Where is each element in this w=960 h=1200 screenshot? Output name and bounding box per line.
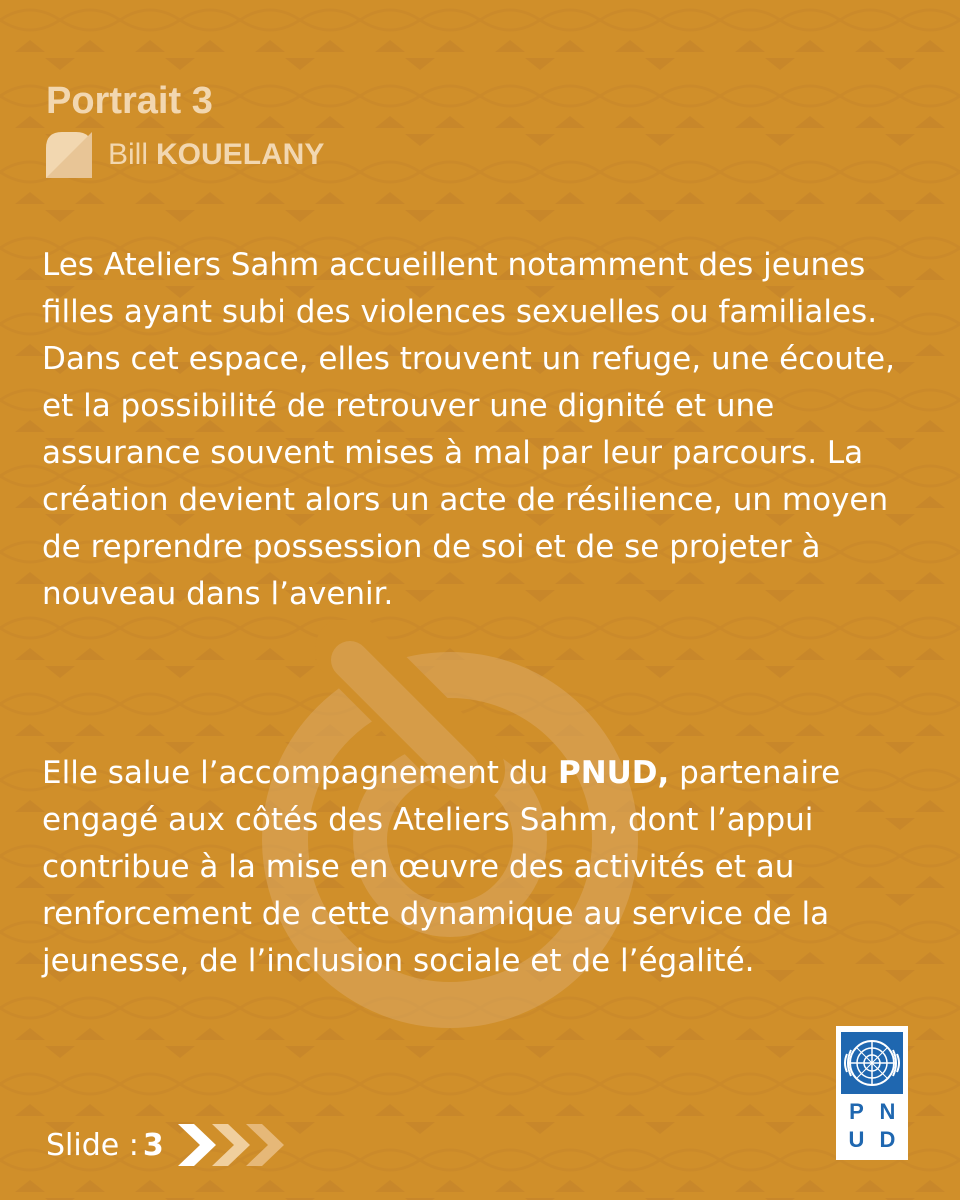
author-name <box>108 138 324 172</box>
logo-letter: U <box>848 1127 865 1152</box>
logo-letter: D <box>879 1127 896 1152</box>
body-paragraph-2 <box>42 750 902 985</box>
paragraph-2-rest: partenaire engagé aux côtés des Ateliers Sahm, dont l’appui contribue à la mise en œuvre des activités et au renforcement de cette dynamique au service de la jeunesse, de l’inclusion sociale et de l’égalité. <box>42 755 841 979</box>
rounded-square-icon <box>46 132 92 178</box>
un-emblem-icon <box>841 1032 903 1094</box>
triple-chevron-right-icon[interactable] <box>178 1122 288 1168</box>
slide-number: 3 <box>142 1127 164 1163</box>
author-first-name: Bill <box>108 138 149 171</box>
page-title: Portrait 3 <box>46 80 213 122</box>
pnud-letters <box>841 1098 903 1154</box>
paragraph-2-intro: Elle salue l’accompagnement du <box>42 755 558 791</box>
logo-letter: P <box>849 1099 864 1124</box>
body-paragraph-1: Les Ateliers Sahm accueillent notamment des jeunes filles ayant subi des violences sexuelles ou familiales. Dans cet espace, elles trouvent un refuge, une écoute, et la possibilité de retrouver une dignité et une assurance souvent mises à mal par leur parcours. La création devient alors un acte de résilience, un moyen de reprendre possession de soi et de se projeter à nouveau dans l’avenir. <box>42 247 895 612</box>
pnud-highlight: PNUD, <box>557 755 670 791</box>
slide-footer <box>46 1120 288 1170</box>
pnud-logo <box>836 1026 908 1160</box>
author-last-name: KOUELANY <box>156 138 325 171</box>
slide-label: Slide : 3 <box>46 1127 164 1163</box>
author-row <box>46 132 324 178</box>
logo-letter: N <box>879 1099 896 1124</box>
